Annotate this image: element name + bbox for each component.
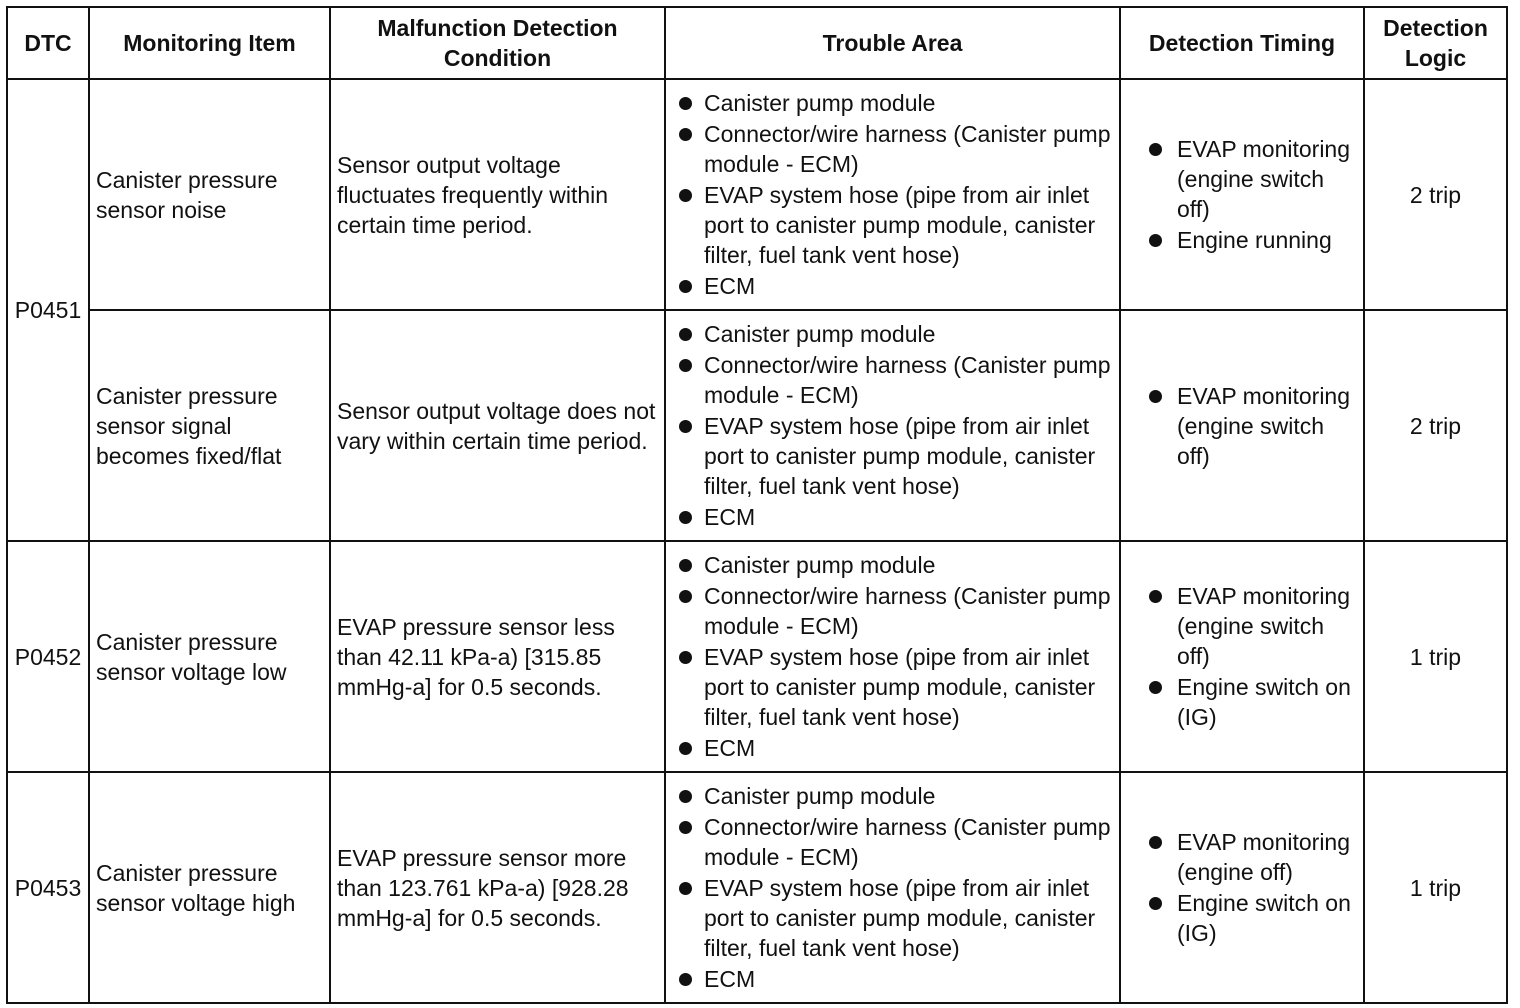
detection-timing-list [1127, 134, 1357, 255]
trouble-area-item: ECM [672, 502, 1113, 532]
detection-logic: 2 trip [1364, 310, 1507, 541]
trouble-area-item: ECM [672, 271, 1113, 301]
trouble-area-list [672, 88, 1113, 301]
detection-timing-item: Engine switch on (IG) [1127, 672, 1357, 732]
detection-logic: 2 trip [1364, 79, 1507, 310]
header-row [7, 7, 1507, 79]
trouble-area-item: Connector/wire harness (Canister pump module - ECM) [672, 812, 1113, 872]
detection-condition: EVAP pressure sensor more than 123.761 kPa-a) [928.28 mmHg-a] for 0.5 seconds. [330, 772, 665, 1003]
monitoring-item: Canister pressure sensor voltage low [89, 541, 330, 772]
detection-timing [1120, 772, 1364, 1003]
detection-timing [1120, 310, 1364, 541]
monitoring-item: Canister pressure sensor voltage high [89, 772, 330, 1003]
trouble-area-item: Connector/wire harness (Canister pump module - ECM) [672, 581, 1113, 641]
dtc-code: P0452 [7, 541, 89, 772]
trouble-area [665, 79, 1120, 310]
detection-timing [1120, 79, 1364, 310]
trouble-area-item: EVAP system hose (pipe from air inlet port to canister pump module, canister filter, fuel tank vent hose) [672, 180, 1113, 270]
detection-timing-item: EVAP monitoring (engine switch off) [1127, 381, 1357, 471]
monitoring-item: Canister pressure sensor noise [89, 79, 330, 310]
dtc-table [6, 6, 1508, 1004]
detection-timing [1120, 541, 1364, 772]
trouble-area-list [672, 319, 1113, 532]
trouble-area [665, 310, 1120, 541]
trouble-area-item: Canister pump module [672, 88, 1113, 118]
monitoring-item: Canister pressure sensor signal becomes fixed/flat [89, 310, 330, 541]
trouble-area-list [672, 550, 1113, 763]
header-trouble-area: Trouble Area [665, 7, 1120, 79]
trouble-area-item: EVAP system hose (pipe from air inlet port to canister pump module, canister filter, fuel tank vent hose) [672, 642, 1113, 732]
trouble-area-item: Connector/wire harness (Canister pump module - ECM) [672, 350, 1113, 410]
detection-timing-list [1127, 381, 1357, 471]
detection-logic: 1 trip [1364, 772, 1507, 1003]
trouble-area-item: EVAP system hose (pipe from air inlet port to canister pump module, canister filter, fuel tank vent hose) [672, 873, 1113, 963]
table-row [7, 310, 1507, 541]
detection-timing-item: Engine switch on (IG) [1127, 888, 1357, 948]
trouble-area-item: Canister pump module [672, 319, 1113, 349]
detection-condition: Sensor output voltage does not vary within certain time period. [330, 310, 665, 541]
trouble-area-item: Connector/wire harness (Canister pump module - ECM) [672, 119, 1113, 179]
header-monitoring-item: Monitoring Item [89, 7, 330, 79]
detection-timing-list [1127, 827, 1357, 948]
header-detection-logic: Detection Logic [1364, 7, 1507, 79]
dtc-code: P0453 [7, 772, 89, 1003]
detection-timing-list [1127, 581, 1357, 732]
trouble-area [665, 772, 1120, 1003]
trouble-area [665, 541, 1120, 772]
detection-timing-item: EVAP monitoring (engine switch off) [1127, 134, 1357, 224]
trouble-area-item: Canister pump module [672, 781, 1113, 811]
table-row [7, 772, 1507, 1003]
detection-condition: EVAP pressure sensor less than 42.11 kPa-a) [315.85 mmHg-a] for 0.5 seconds. [330, 541, 665, 772]
detection-timing-item: Engine running [1127, 225, 1357, 255]
detection-condition: Sensor output voltage fluctuates frequently within certain time period. [330, 79, 665, 310]
trouble-area-list [672, 781, 1113, 994]
header-detection-timing: Detection Timing [1120, 7, 1364, 79]
dtc-code: P0451 [7, 79, 89, 541]
header-detection-condition: Malfunction Detection Condition [330, 7, 665, 79]
detection-timing-item: EVAP monitoring (engine off) [1127, 827, 1357, 887]
trouble-area-item: ECM [672, 733, 1113, 763]
trouble-area-item: EVAP system hose (pipe from air inlet port to canister pump module, canister filter, fuel tank vent hose) [672, 411, 1113, 501]
header-dtc: DTC [7, 7, 89, 79]
trouble-area-item: Canister pump module [672, 550, 1113, 580]
table-row [7, 79, 1507, 310]
table-row [7, 541, 1507, 772]
trouble-area-item: ECM [672, 964, 1113, 994]
detection-logic: 1 trip [1364, 541, 1507, 772]
detection-timing-item: EVAP monitoring (engine switch off) [1127, 581, 1357, 671]
